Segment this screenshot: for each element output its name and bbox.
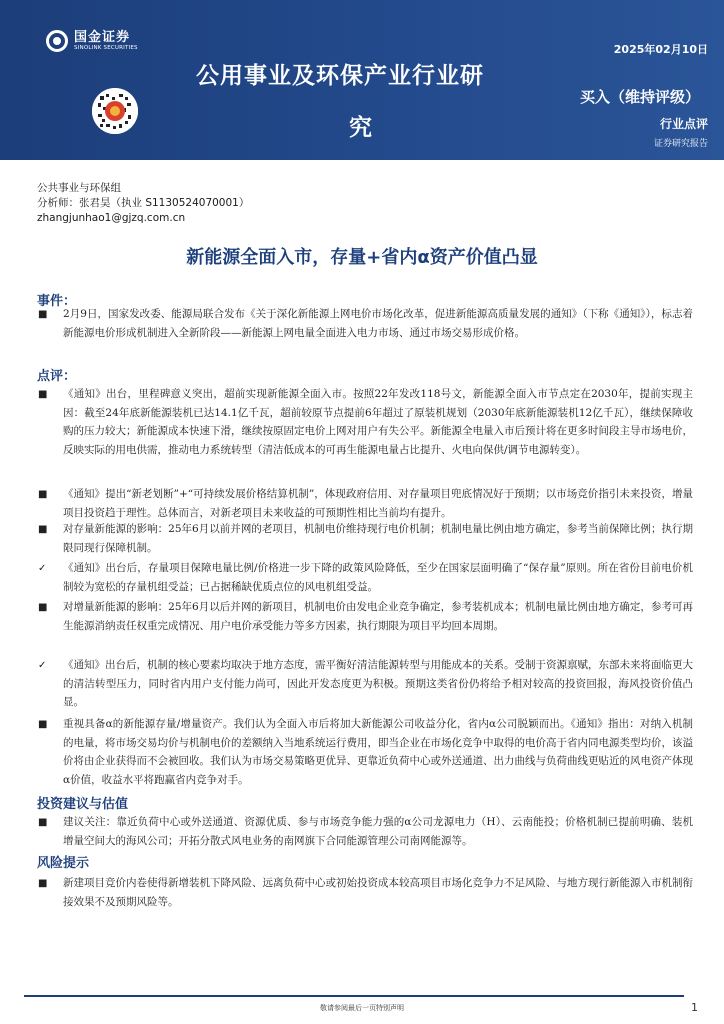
logo-icon — [46, 30, 68, 52]
bullet-marker: ■ — [38, 389, 48, 400]
rating-label: 买入（维持评级） — [579, 88, 700, 106]
bullet-marker: ■ — [38, 309, 48, 320]
section-event-heading: 事件： — [37, 294, 77, 309]
brand-logo — [46, 30, 138, 52]
logo-cn-text: 国金证券 — [74, 29, 131, 45]
logo-en-text: SINOLINK SECURITIES — [74, 44, 138, 51]
risk-item: 新建项目竞价内卷使得新增装机下降风险、远离负荷中心或初始投资成本较高项目市场化竞争力不足风险、与地方现行新能源入市机制衔接效果不及预期风险等。 — [63, 877, 693, 908]
advice-item: 建议关注：靠近负荷中心或外送通道、资源优质、参与市场竞争能力强的α公司龙源电力（H）、云南能投；价格机制已提前明确、装机增量空间大的海风公司；开拓分散式风电业务的南网旗下合同能源管理公司南网能源等。 — [63, 816, 693, 847]
bullet-marker: ■ — [38, 489, 48, 500]
footer-disclaimer: 敬请参阅最后一页特别声明 — [320, 1004, 404, 1012]
report-subtype: 证券研究报告 — [653, 139, 708, 149]
report-date: 2025年02月10日 — [613, 43, 708, 56]
comment-item: 对增量新能源的影响：25年6月以后并网的新项目，机制电价由发电企业竞争确定，参考装机成本；机制电量比例由地方确定，参考可再生能源消纳责任权重完成情况、用户电价承受能力等多方因素，执行期限为项目平均回本周期。 — [63, 601, 693, 632]
comment-item: 《通知》出台后，机制的核心要素均取决于地方态度，需平衡好清洁能源转型与用能成本的关系。受制于资源禀赋，东部未来将面临更大的清洁转型压力，同时省内用户支付能力尚可，因此开发态度更为积极。预期这类省份仍将给予相对较高的投资回报，海风投资价值凸显。 — [63, 659, 693, 708]
report-title-line1: 公用事业及环保产业行业研 — [196, 63, 484, 89]
page-number: 1 — [691, 1001, 698, 1014]
comment-item: 对存量新能源的影响：25年6月以前并网的老项目，机制电价维持现行电价机制；机制电量比例由地方确定，参考当前保障比例；执行期限同现行保障机制。 — [63, 523, 693, 554]
analyst-email[interactable]: zhangjunhao1@gjzq.com.cn — [37, 212, 186, 224]
bullet-marker: ■ — [38, 719, 48, 730]
report-header — [0, 0, 724, 160]
bullet-marker: ■ — [38, 817, 48, 828]
comment-item: 《通知》出台，里程碑意义突出，超前实现新能源全面入市。按照22年发改118号文，新能源全面入市节点定在2030年，提前实现主因：截至24年底新能源装机已达14.1亿千瓦，超前较原节点提前6年超过了原装机规划（2030年底新能源装机12亿千瓦），继续保障收购的压力较大；新能源成本快速下滑，继续按原固定电价上网对用户有失公平。新能源全电量入市后预计将在更多时间段主导市场电价，反映实际的用电供需，推动电力系统转型（清洁低成本的可再生能源电量占比提升、火电向保供/调节电源转变）。 — [63, 388, 693, 456]
analyst-info — [37, 181, 249, 226]
bullet-marker: ■ — [38, 524, 48, 535]
page-footer — [0, 995, 724, 1024]
report-type: 行业点评 — [659, 117, 708, 131]
check-marker: ✓ — [38, 660, 47, 671]
event-item: 2月9日，国家发改委、能源局联合发布《关于深化新能源上网电价市场化改革，促进新能源高质量发展的通知》（下称《通知》），标志着新能源电价形成机制进入全新阶段——新能源上网电量全面进入电力市场、通过市场交易形成价格。 — [63, 308, 693, 339]
section-comment-heading: 点评： — [37, 369, 77, 384]
bullet-marker: ■ — [38, 878, 48, 889]
bullet-marker: ■ — [38, 602, 48, 613]
comment-item: 重视具备α的新能源存量/增量资产。我们认为全面入市后将加大新能源公司收益分化，省内α公司脱颖而出。《通知》指出：对纳入机制的电量，将市场交易均价与机制电价的差额纳入当地系统运行费用，即当企业在市场化竞争中取得的电价高于省内同电源类型均价，该溢价将由企业获得而不会被回收。我们认为市场交易策略更优异、更靠近负荷中心或外送通道、出力曲线与负荷曲线更贴近的风电资产体现α价值，收益水平将跑赢省内竞争对手。 — [63, 718, 693, 786]
qr-code-icon — [92, 88, 138, 134]
report-headline: 新能源全面入市，存量+省内α资产价值凸显 — [186, 247, 538, 268]
check-marker: ✓ — [38, 563, 47, 574]
analyst-name: 分析师：张君昊（执业 S1130524070001） — [37, 197, 250, 209]
comment-item: 《通知》出台后，存量项目保障电量比例/价格进一步下降的政策风险降低，至少在国家层面明确了“保存量”原则。所在省份目前电价机制较为宽松的存量机组受益；已占据稀缺优质点位的风电机组受益。 — [63, 562, 693, 593]
footer-divider — [24, 995, 684, 997]
comment-item: 《通知》提出“新老划断”+“可持续发展价格结算机制”，体现政府信用、对存量项目兜底情况好于预期；以市场竞价指引未来投资，增量项目投资趋于理性。总体而言，对新老项目未来收益的可预期性相比当前均有提升。 — [63, 488, 693, 519]
analyst-group: 公共事业与环保组 — [37, 182, 121, 194]
section-risk-heading: 风险提示 — [37, 856, 90, 871]
section-advice-heading: 投资建议与估值 — [37, 797, 129, 812]
report-title-line2: 究 — [349, 115, 373, 141]
report-title — [196, 50, 526, 154]
